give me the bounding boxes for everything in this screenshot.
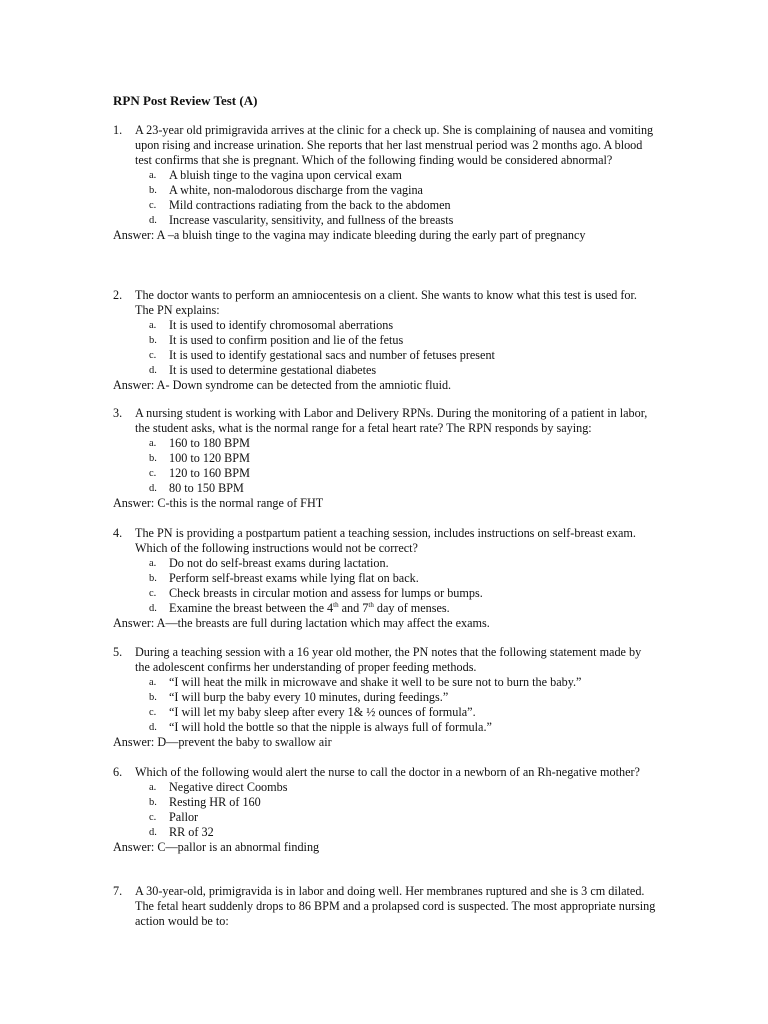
answer-text: Answer: A—the breasts are full during lactation which may affect the exams. bbox=[113, 616, 490, 630]
document-title: RPN Post Review Test (A) bbox=[113, 93, 258, 108]
question-3 bbox=[113, 406, 658, 511]
option-c: c. Check breasts in circular motion and assess for lumps or bumps. bbox=[149, 586, 483, 600]
question-text: A 23-year old primigravida arrives at the clinic for a check up. She is complaining of nausea and vomiting upon rising and increase urination. She reports that her last menstrual period was 2 months ago. A blood test confirms that she is pregnant. Which of the following finding would be considered abnormal? bbox=[135, 123, 654, 167]
option-b: b. Resting HR of 160 bbox=[149, 795, 261, 809]
option-c: c. “I will let my baby sleep after every 1& ½ ounces of formula”. bbox=[149, 705, 476, 719]
answer-text: Answer: A –a bluish tinge to the vagina may indicate bleeding during the early part of pregnancy bbox=[113, 228, 586, 242]
option-a: a. A bluish tinge to the vagina upon cervical exam bbox=[149, 168, 402, 182]
option-d: d. It is used to determine gestational diabetes bbox=[149, 363, 377, 377]
question-text: The doctor wants to perform an amniocentesis on a client. She wants to know what this test is used for. The PN explains: bbox=[135, 288, 637, 317]
question-number: 4. bbox=[113, 526, 123, 540]
answer-text: Answer: D—prevent the baby to swallow air bbox=[113, 735, 332, 749]
option-a: a. 160 to 180 BPM bbox=[149, 436, 250, 450]
question-number: 5. bbox=[113, 645, 123, 659]
option-d: d. RR of 32 bbox=[149, 825, 214, 839]
question-6 bbox=[113, 765, 658, 855]
option-d: d. Examine the breast between the 4th and 7th day of menses. bbox=[149, 600, 450, 615]
answer-text: Answer: C—pallor is an abnormal finding bbox=[113, 840, 320, 854]
answer-text: Answer: A- Down syndrome can be detected from the amniotic fluid. bbox=[113, 378, 452, 392]
question-stem bbox=[113, 765, 658, 780]
option-d: d. Increase vascularity, sensitivity, and fullness of the breasts bbox=[149, 213, 454, 227]
option-d: d. “I will hold the bottle so that the nipple is always full of formula.” bbox=[149, 720, 492, 734]
option-a: a. “I will heat the milk in microwave and shake it well to be sure not to burn the baby.” bbox=[149, 675, 582, 689]
question-number: 2. bbox=[113, 288, 123, 302]
option-a: a. Negative direct Coombs bbox=[149, 780, 288, 794]
options-list bbox=[113, 168, 658, 228]
option-b: b. Perform self-breast exams while lying flat on back. bbox=[149, 571, 419, 585]
question-text: A nursing student is working with Labor and Delivery RPNs. During the monitoring of a patient in labor, the student asks, what is the normal range for a fetal heart rate? The RPN responds by saying: bbox=[135, 406, 648, 435]
question-stem bbox=[113, 406, 658, 436]
option-b: b. 100 to 120 BPM bbox=[149, 451, 250, 465]
option-c: c. 120 to 160 BPM bbox=[149, 466, 250, 480]
question-text: A 30-year-old, primigravida is in labor and doing well. Her membranes ruptured and she is 3 cm dilated. The fetal heart suddenly drops to 86 BPM and a prolapsed cord is suspected. The most appropriate nursing action would be to: bbox=[135, 884, 656, 928]
question-stem bbox=[113, 884, 658, 929]
options-list bbox=[113, 675, 658, 735]
question-stem bbox=[113, 288, 658, 318]
question-4 bbox=[113, 526, 658, 631]
options-list bbox=[113, 436, 658, 496]
question-7 bbox=[113, 884, 658, 929]
option-c: c. It is used to identify gestational sacs and number of fetuses present bbox=[149, 348, 495, 362]
option-d: d. 80 to 150 BPM bbox=[149, 481, 244, 495]
question-number: 3. bbox=[113, 406, 123, 420]
options-list bbox=[113, 318, 658, 378]
question-text: During a teaching session with a 16 year old mother, the PN notes that the following statement made by the adolescent confirms her understanding of proper feeding methods. bbox=[135, 645, 642, 674]
question-number: 6. bbox=[113, 765, 123, 779]
answer-text: Answer: C-this is the normal range of FHT bbox=[113, 496, 324, 510]
question-number: 1. bbox=[113, 123, 123, 137]
option-b: b. A white, non-malodorous discharge from the vagina bbox=[149, 183, 423, 197]
question-text: Which of the following would alert the nurse to call the doctor in a newborn of an Rh-negative mother? bbox=[135, 765, 640, 779]
question-text: The PN is providing a postpartum patient a teaching session, includes instructions on self-breast exam. Which of the following instructions would not be correct? bbox=[135, 526, 636, 555]
question-1 bbox=[113, 123, 658, 243]
option-c: c. Pallor bbox=[149, 810, 199, 824]
question-stem bbox=[113, 123, 658, 168]
question-stem bbox=[113, 526, 658, 556]
options-list bbox=[113, 556, 658, 616]
question-2 bbox=[113, 288, 658, 393]
question-5 bbox=[113, 645, 658, 750]
question-stem bbox=[113, 645, 658, 675]
option-c: c. Mild contractions radiating from the back to the abdomen bbox=[149, 198, 451, 212]
options-list bbox=[113, 780, 658, 840]
option-b: b. It is used to confirm position and lie of the fetus bbox=[149, 333, 404, 347]
option-a: a. Do not do self-breast exams during lactation. bbox=[149, 556, 389, 570]
option-a: a. It is used to identify chromosomal aberrations bbox=[149, 318, 394, 332]
question-number: 7. bbox=[113, 884, 123, 898]
option-b: b. “I will burp the baby every 10 minutes, during feedings.” bbox=[149, 690, 449, 704]
